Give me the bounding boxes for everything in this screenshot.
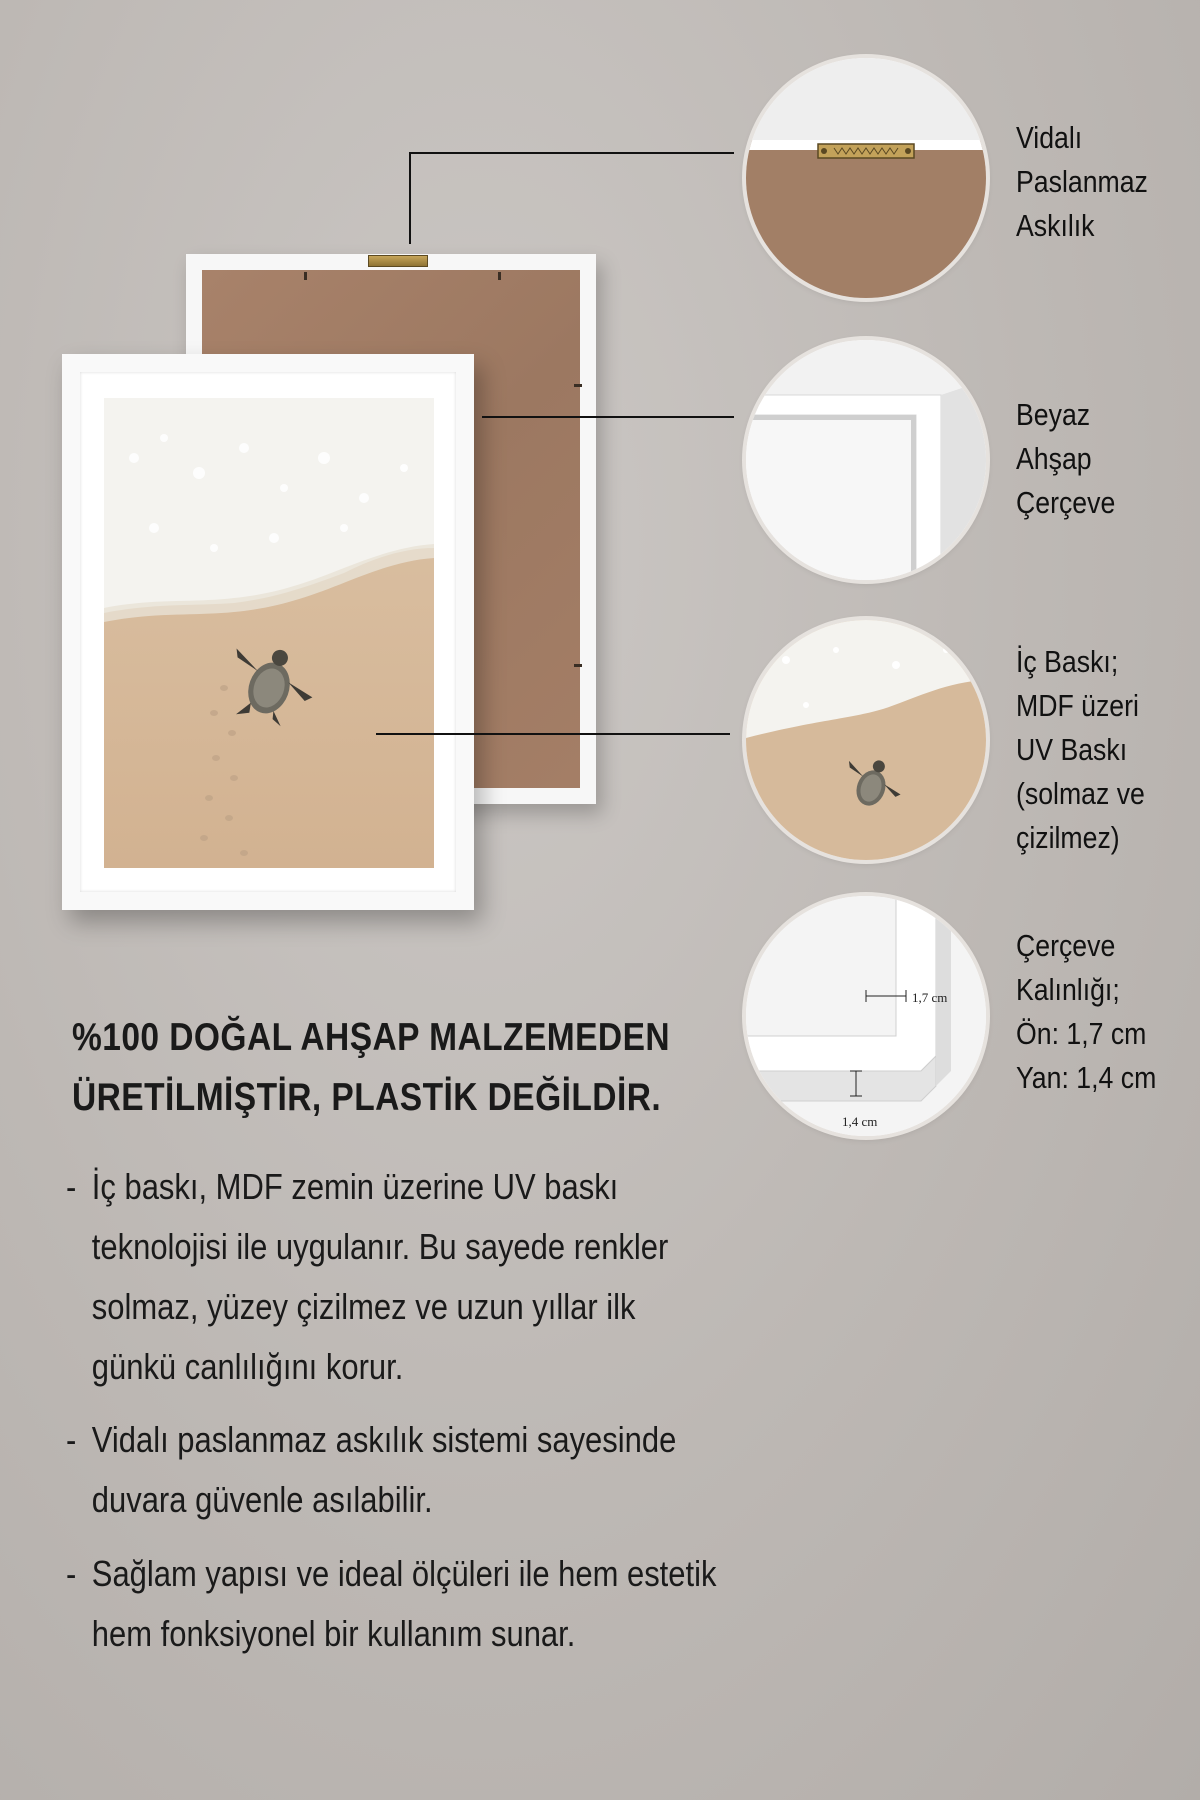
callout-print: İç Baskı; MDF üzeri UV Baskı (solmaz ve çizilmez): [1016, 644, 1145, 855]
frame-clip-icon: [304, 272, 307, 280]
callout-hanger: Vidalı Paslanmaz Askılık: [1016, 120, 1148, 243]
front-thickness-label: 1,7 cm: [912, 990, 948, 1005]
leader-line-hanger: [409, 152, 411, 244]
frame-clip-icon: [574, 664, 582, 667]
bullet-text: İç baskı, MDF zemin üzerine UV baskı teknolojisi ile uygulanır. Bu sayede renkler solmaz, yüzey çizilmez ve uzun yıllar ilk günkü canlılığını korur.: [91, 1166, 669, 1387]
sawtooth-hanger-icon: [368, 255, 428, 267]
hanger-detail-circle: [746, 58, 986, 298]
frame-corner-circle: [746, 340, 986, 580]
leader-line-frame: [482, 416, 734, 418]
bullet-text: Vidalı paslanmaz askılık sistemi sayesinde duvara güvenle asılabilir.: [91, 1419, 677, 1520]
bullet-dash: -: [66, 1553, 77, 1594]
bullet-dash: -: [66, 1166, 77, 1207]
headline: %100 DOĞAL AHŞAP MALZEMEDEN ÜRETİLMİŞTİR, PLASTİK DEĞİLDİR.: [72, 1016, 671, 1119]
front-frame: [62, 354, 474, 910]
bullet-text: Sağlam yapısı ve ideal ölçüleri ile hem estetik hem fonksiyonel bir kullanım sunar.: [91, 1553, 717, 1654]
callout-thickness: Çerçeve Kalınlığı; Ön: 1,7 cm Yan: 1,4 cm: [1016, 928, 1157, 1095]
turtle-print-image: [104, 398, 434, 868]
callout-frame: Beyaz Ahşap Çerçeve: [1016, 397, 1116, 520]
leader-line-print: [376, 733, 730, 735]
bullet-dash: -: [66, 1419, 77, 1460]
frame-clip-icon: [574, 384, 582, 387]
print-detail-circle: [746, 620, 986, 860]
thickness-detail-circle: [746, 896, 986, 1136]
side-thickness-label: 1,4 cm: [842, 1114, 878, 1129]
leader-line-hanger: [409, 152, 734, 154]
frame-clip-icon: [498, 272, 501, 280]
